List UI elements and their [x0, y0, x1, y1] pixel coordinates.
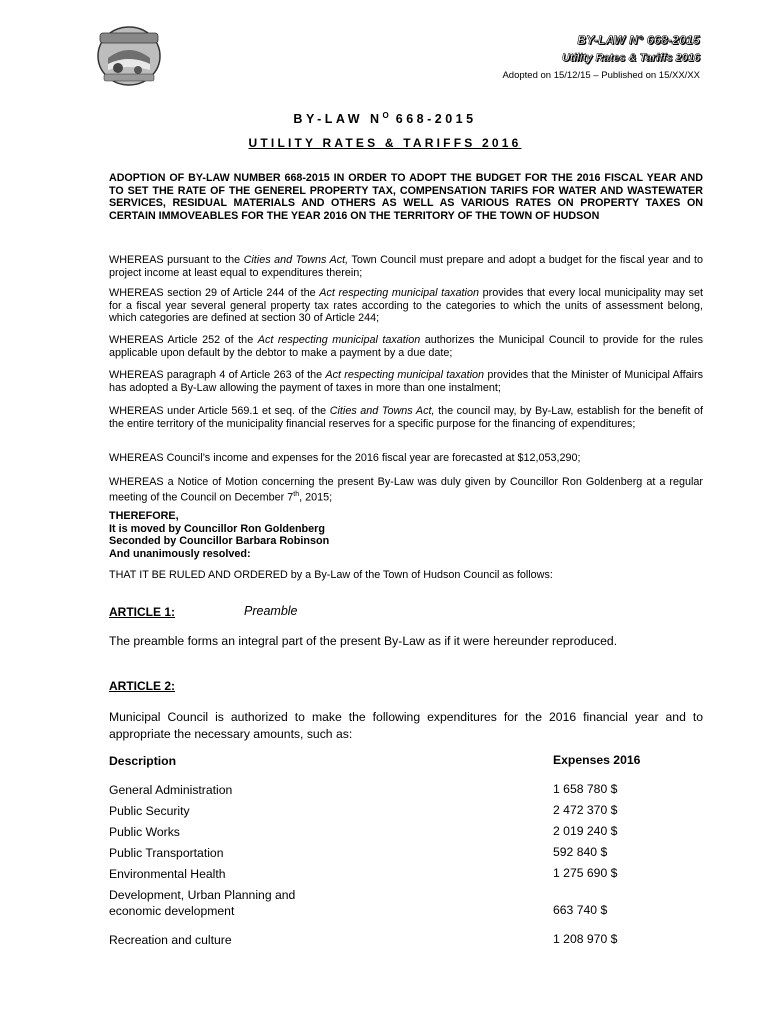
table-row-amount: 2 019 240 $: [553, 824, 618, 838]
article-1-title: Preamble: [244, 604, 298, 618]
therefore-line: THEREFORE,: [109, 510, 179, 522]
whereas-paragraph-3: WHEREAS Article 252 of the Act respecting municipal taxation authorizes the Municipal Council to provide for the rules applicable upon default by the debtor to make a payment by a due date;: [109, 334, 703, 359]
resolved-line: And unanimously resolved:: [109, 547, 251, 560]
table-row-amount: 1 208 970 $: [553, 932, 618, 946]
table-row-amount: 663 740 $: [553, 903, 608, 917]
adoption-statement: ADOPTION OF BY-LAW NUMBER 668-2015 IN ORDER TO ADOPT THE BUDGET FOR THE 2016 FISCAL YEAR AND TO SET THE RATE OF THE GENEREL PROPERTY TAX, COMPENSATION TARIFS FOR WATER AND WASTEWATER SERVICES, RESIDUAL MATERIALS AND OTHERS AS WELL AS VARIOUS RATES ON PROPERTY TAXES ON CERTAIN IMMOVEABLES FOR THE YEAR 2016 ON THE TERRITORY OF THE TOWN OF HUDSON: [109, 172, 703, 222]
whereas-paragraph-2: WHEREAS section 29 of Article 244 of the Act respecting municipal taxation provides that every local municipality may set for a fiscal year several general property tax rates according to the categories to which the units of assessment belong, which categories are defined at section 30 of Article 244;: [109, 287, 703, 324]
header-subtitle: Utility Rates & Tariffs 2016: [561, 52, 700, 64]
whereas-paragraph-5: WHEREAS under Article 569.1 et seq. of the Cities and Towns Act, the council may, by By-Law, establish for the benefit of the entire territory of the municipality financial reserves for a specific purpose for the financing of expenditures;: [109, 405, 703, 430]
seconded-by-line: Seconded by Councillor Barbara Robinson: [109, 535, 330, 547]
whereas-paragraph-6: WHEREAS Council’s income and expenses for the 2016 fiscal year are forecasted at $12,053,290;: [109, 452, 581, 464]
whereas-paragraph-4: WHEREAS paragraph 4 of Article 263 of the Act respecting municipal taxation provides that the Minister of Municipal Affairs has adopted a By-Law allowing the payment of taxes in more than one instalment;: [109, 369, 703, 394]
document-title: BY-LAW $N^O$ 668-2015: [293, 111, 477, 127]
table-row-amount: 1 658 780 $: [553, 782, 618, 796]
table-row-desc: General Administration: [109, 783, 233, 797]
document-subtitle: UTILITY RATES & TARIFFS 2016: [248, 136, 522, 150]
ruled-statement: THAT IT BE RULED AND ORDERED by a By-Law of the Town of Hudson Council as follows:: [109, 569, 553, 581]
table-row-desc: Public Security: [109, 804, 190, 818]
table-row-amount: 1 275 690 $: [553, 866, 618, 880]
header-adopted-date: Adopted on 15/12/15 – Published on 15/XX/XX: [502, 70, 700, 81]
table-row-desc: Public Works: [109, 825, 180, 839]
table-row-desc: Development, Urban Planning and: [109, 888, 296, 902]
whereas-paragraph-1: WHEREAS pursuant to the Cities and Towns Act, Town Council must prepare and adopt a budget for the fiscal year and to project income at least equal to expenditures therein;: [109, 254, 703, 279]
table-header-expenses: Expenses 2016: [553, 753, 641, 767]
article-1-label: ARTICLE 1:: [109, 605, 175, 619]
table-header-description: Description: [109, 754, 177, 768]
resolution-block: [109, 510, 703, 560]
table-row-amount: 2 472 370 $: [553, 803, 618, 817]
whereas-paragraph-7: WHEREAS a Notice of Motion concerning the present By-Law was duly given by Councillor Ron Goldenberg at a regular meeting of the Council on December 7th, 2015;: [109, 476, 703, 504]
article-2-label: ARTICLE 2:: [109, 679, 175, 693]
table-row-desc-cont: economic development: [109, 904, 235, 918]
article-1-text: The preamble forms an integral part of the present By-Law as if it were hereunder reproduced.: [109, 634, 618, 648]
table-row-desc: Public Transportation: [109, 846, 224, 860]
moved-by-line: It is moved by Councillor Ron Goldenberg: [109, 522, 325, 535]
table-row-desc: Recreation and culture: [109, 933, 232, 947]
header-bylaw-ref: BY-LAW N° 668-2015: [577, 33, 700, 47]
table-row-amount: 592 840 $: [553, 845, 608, 859]
town-seal-logo: [94, 24, 164, 88]
article-2-text: Municipal Council is authorized to make the following expenditures for the 2016 financial year and to appropriate the necessary amounts, such as:: [109, 710, 703, 741]
table-row-desc: Environmental Health: [109, 867, 226, 881]
